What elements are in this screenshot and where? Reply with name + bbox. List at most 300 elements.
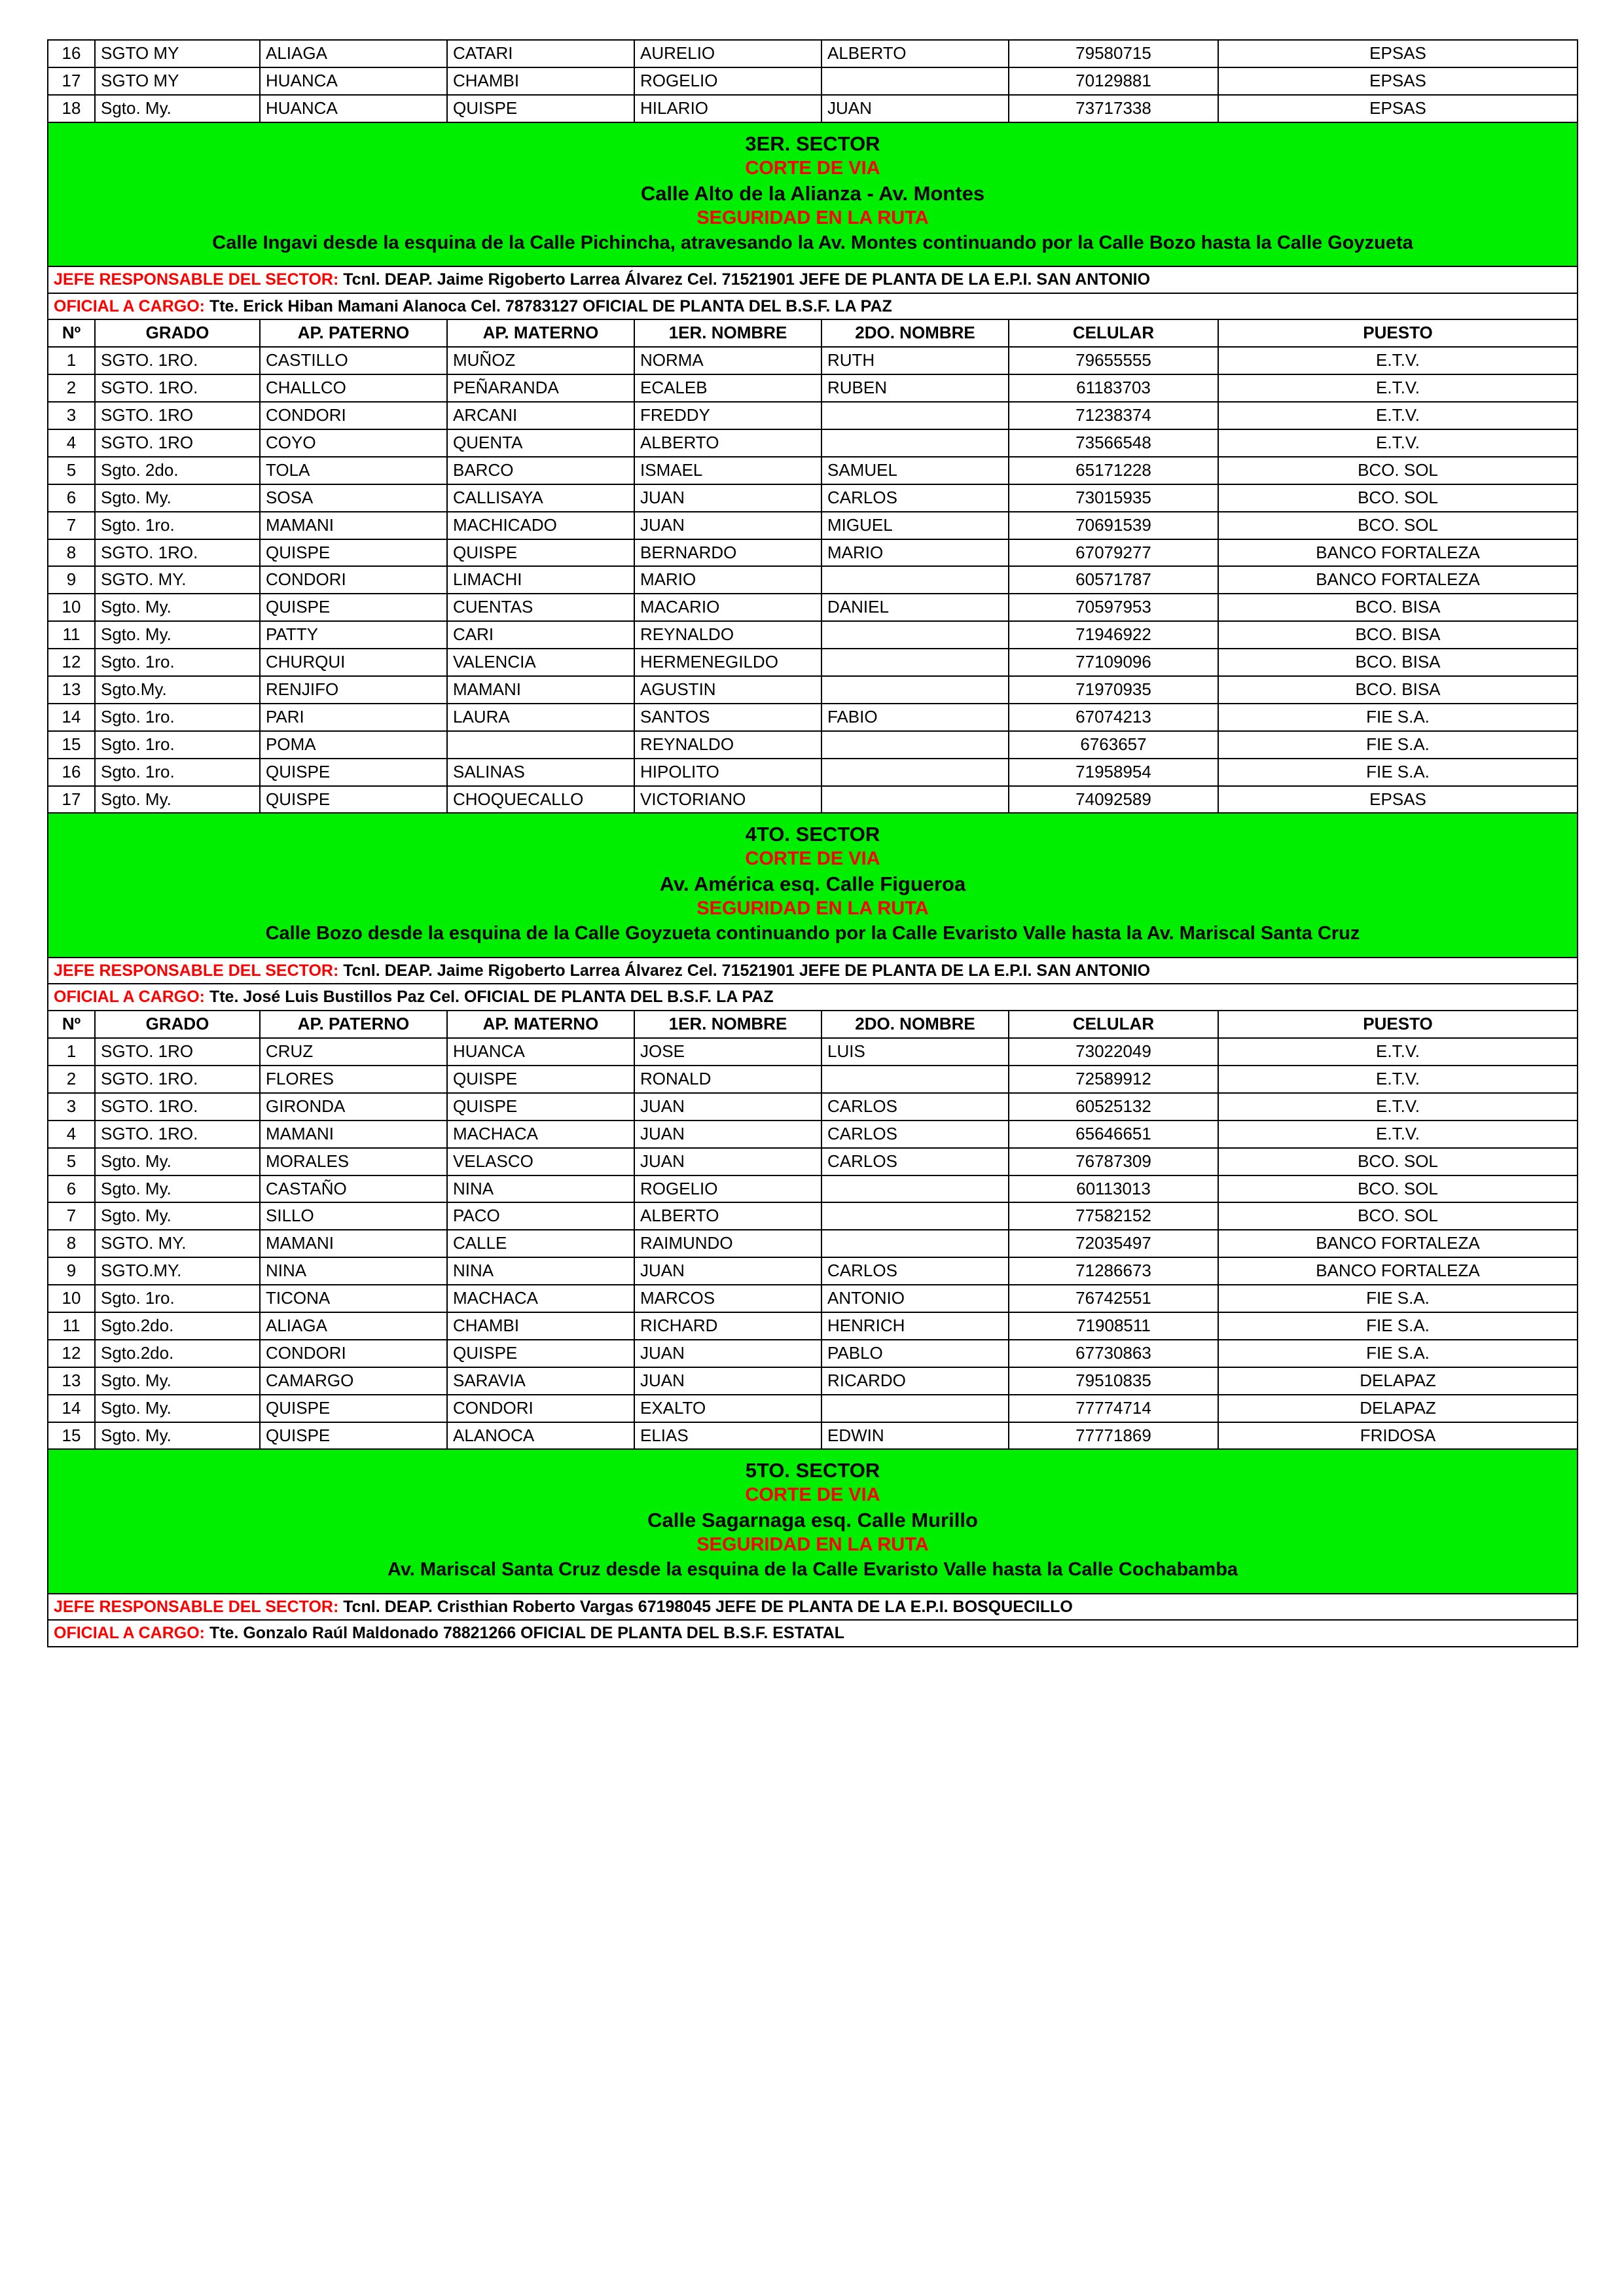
cell-primer-nombre: JUAN xyxy=(640,1096,685,1116)
cell-puesto: FIE S.A. xyxy=(1366,761,1430,781)
cell-grado: SGTO. 1RO. xyxy=(101,542,198,562)
cell-primer-nombre: JUAN xyxy=(640,1261,685,1281)
cell-primer-nombre: REYNALDO xyxy=(640,734,734,754)
cell-grado: Sgto. My. xyxy=(101,789,171,809)
cell-numero: 17 xyxy=(62,789,81,809)
cell-grado: Sgto.2do. xyxy=(101,1342,174,1363)
cell-apellido-materno: ARCANI xyxy=(453,405,518,425)
cell-primer-nombre: AGUSTIN xyxy=(640,679,716,699)
cell-celular: 70691539 xyxy=(1075,514,1151,535)
cell-celular: 71908511 xyxy=(1076,1316,1151,1335)
cell-primer-nombre: VICTORIANO xyxy=(640,789,746,809)
cell-grado: Sgto. 1ro. xyxy=(101,514,175,535)
header-segundo-nombre: 2DO. NOMBRE xyxy=(855,323,975,343)
cell-numero: 16 xyxy=(62,761,81,781)
cell-apellido-materno: CHAMBI xyxy=(453,1316,520,1335)
seguridad-ruta-value: Calle Ingavi desde la esquina de la Calle Pichincha, atravesando la Av. Montes continuando por la Calle Bozo hasta la Calle Goyzueta xyxy=(212,232,1413,253)
cell-apellido-paterno: CONDORI xyxy=(266,569,346,590)
cell-numero: 6 xyxy=(66,487,77,507)
oficial-a-cargo-label: OFICIAL A CARGO: xyxy=(54,988,209,1007)
oficial-a-cargo-label: OFICIAL A CARGO: xyxy=(54,296,209,315)
cell-apellido-materno: CHAMBI xyxy=(453,70,520,90)
cell-segundo-nombre: MARIO xyxy=(827,542,884,562)
cell-primer-nombre: RONALD xyxy=(640,1068,712,1088)
cell-apellido-paterno: CONDORI xyxy=(266,405,346,425)
cell-segundo-nombre xyxy=(822,1076,1008,1083)
cell-puesto: BCO. BISA xyxy=(1355,624,1441,645)
cell-segundo-nombre: CARLOS xyxy=(827,1123,897,1143)
cell-primer-nombre: JUAN xyxy=(640,1151,685,1171)
cell-puesto: BCO. SOL xyxy=(1358,1151,1438,1171)
cell-numero: 10 xyxy=(62,597,81,617)
cell-segundo-nombre xyxy=(822,1405,1008,1412)
cell-puesto: BCO. BISA xyxy=(1355,652,1441,672)
cell-primer-nombre: AURELIO xyxy=(640,43,715,63)
cell-puesto: BCO. SOL xyxy=(1358,487,1438,507)
header-grado: GRADO xyxy=(145,1014,209,1034)
cell-segundo-nombre: CARLOS xyxy=(827,1096,897,1116)
cell-segundo-nombre: RUTH xyxy=(827,350,875,370)
table-row xyxy=(48,539,1578,567)
cell-segundo-nombre: LUIS xyxy=(827,1041,865,1062)
cell-numero: 7 xyxy=(66,1206,77,1226)
oficial-a-cargo-label-row xyxy=(48,984,1578,1011)
cell-segundo-nombre: SAMUEL xyxy=(827,459,897,480)
cell-numero: 4 xyxy=(66,432,77,452)
cell-puesto: EPSAS xyxy=(1369,70,1426,90)
corte-de-via-label: CORTE DE VIA xyxy=(745,848,880,870)
cell-apellido-materno: QUISPE xyxy=(453,98,518,118)
cell-celular: 60525132 xyxy=(1075,1096,1151,1116)
cell-puesto: E.T.V. xyxy=(1376,350,1420,370)
table-row xyxy=(48,649,1578,676)
cell-puesto: BCO. SOL xyxy=(1358,1178,1438,1198)
table-row xyxy=(48,1340,1578,1367)
cell-puesto: DELAPAZ xyxy=(1360,1397,1436,1418)
header-numero: Nº xyxy=(62,323,81,343)
cell-celular: 65646651 xyxy=(1075,1123,1151,1143)
cell-primer-nombre: RAIMUNDO xyxy=(640,1233,733,1253)
cell-celular: 65171228 xyxy=(1075,459,1151,480)
cell-apellido-materno: QUISPE xyxy=(453,1096,518,1116)
sector-title: 4TO. SECTOR xyxy=(745,823,880,846)
table-row xyxy=(48,1230,1578,1257)
cell-celular: 73566548 xyxy=(1075,432,1151,452)
cell-grado: Sgto. My. xyxy=(101,1425,171,1445)
cell-grado: Sgto. My. xyxy=(101,1370,171,1390)
table-row xyxy=(48,429,1578,457)
cell-apellido-paterno: CONDORI xyxy=(266,1342,346,1363)
table-row xyxy=(48,1066,1578,1093)
cell-apellido-materno: VALENCIA xyxy=(453,652,536,672)
cell-celular: 60113013 xyxy=(1076,1178,1151,1198)
cell-puesto: BCO. SOL xyxy=(1358,1206,1438,1226)
oficial-a-cargo-label-cell xyxy=(48,984,1577,1010)
table-row xyxy=(48,786,1578,814)
cell-celular: 71946922 xyxy=(1075,624,1151,645)
cell-grado: Sgto. My. xyxy=(101,98,171,118)
cell-grado: SGTO. 1RO. xyxy=(101,350,198,370)
cell-apellido-paterno: MAMANI xyxy=(266,514,334,535)
cell-apellido-paterno: MORALES xyxy=(266,1151,350,1171)
cell-segundo-nombre: ANTONIO xyxy=(827,1288,905,1308)
header-primer-nombre: 1ER. NOMBRE xyxy=(668,323,787,343)
table-header-row xyxy=(48,319,1578,347)
sector-banner-row xyxy=(48,813,1578,957)
cell-puesto: BCO. SOL xyxy=(1358,459,1438,480)
sector-banner xyxy=(48,123,1577,266)
cell-primer-nombre: HERMENEGILDO xyxy=(640,652,778,672)
cell-grado: Sgto. My. xyxy=(101,1397,171,1418)
cell-apellido-paterno: FLORES xyxy=(266,1068,334,1088)
cell-numero: 15 xyxy=(62,1425,81,1445)
cell-apellido-paterno: CASTILLO xyxy=(266,350,348,370)
header-apellido-materno: AP. MATERNO xyxy=(482,323,599,343)
header-apellido-paterno: AP. PATERNO xyxy=(297,323,410,343)
cell-apellido-materno: VELASCO xyxy=(453,1151,533,1171)
cell-grado: Sgto. 1ro. xyxy=(101,734,175,754)
table-row xyxy=(48,402,1578,429)
cell-primer-nombre: SANTOS xyxy=(640,706,710,726)
cell-apellido-materno: LAURA xyxy=(453,706,510,726)
sector-title: 3ER. SECTOR xyxy=(745,132,880,155)
cell-apellido-paterno: QUISPE xyxy=(266,789,331,809)
cell-apellido-materno: CARI xyxy=(453,624,494,645)
oficial-a-cargo-value: Tte. José Luis Bustillos Paz Cel. OFICIAL DE PLANTA DEL B.S.F. LA PAZ xyxy=(209,988,774,1007)
cell-grado: Sgto. My. xyxy=(101,1178,171,1198)
cell-grado: SGTO. 1RO. xyxy=(101,1096,198,1116)
cell-numero: 11 xyxy=(62,624,81,645)
cell-segundo-nombre: EDWIN xyxy=(827,1425,884,1445)
cell-apellido-paterno: MAMANI xyxy=(266,1123,334,1143)
cell-puesto: E.T.V. xyxy=(1376,1068,1420,1088)
table-row xyxy=(48,40,1578,67)
cell-grado: SGTO. MY. xyxy=(101,569,187,590)
cell-apellido-paterno: ALIAGA xyxy=(266,43,327,63)
table-row xyxy=(48,704,1578,731)
oficial-a-cargo-value: Tte. Gonzalo Raúl Maldonado 78821266 OFICIAL DE PLANTA DEL B.S.F. ESTATAL xyxy=(209,1624,844,1643)
cell-segundo-nombre xyxy=(822,797,1008,803)
cell-celular: 67730863 xyxy=(1075,1342,1151,1363)
cell-apellido-materno: HUANCA xyxy=(453,1041,525,1062)
cell-apellido-materno: QUISPE xyxy=(453,1068,518,1088)
cell-primer-nombre: BERNARDO xyxy=(640,542,737,562)
cell-apellido-paterno: TOLA xyxy=(266,459,310,480)
cell-grado: SGTO. 1RO xyxy=(101,405,194,425)
cell-apellido-materno: CALLISAYA xyxy=(453,487,543,507)
cell-apellido-paterno: QUISPE xyxy=(266,1425,331,1445)
cell-puesto: FIE S.A. xyxy=(1366,734,1430,754)
cell-primer-nombre: NORMA xyxy=(640,350,704,370)
cell-numero: 3 xyxy=(66,405,77,425)
cell-grado: Sgto. 1ro. xyxy=(101,761,175,781)
oficial-a-cargo-label-row xyxy=(48,293,1578,320)
cell-puesto: BANCO FORTALEZA xyxy=(1316,1261,1480,1281)
cell-apellido-materno xyxy=(448,742,634,748)
cell-numero: 5 xyxy=(66,1151,77,1171)
cell-apellido-paterno: SOSA xyxy=(266,487,314,507)
cell-primer-nombre: HILARIO xyxy=(640,98,709,118)
cell-numero: 18 xyxy=(62,98,81,118)
cell-apellido-paterno: PARI xyxy=(266,706,304,726)
cell-apellido-materno: MUÑOZ xyxy=(453,350,516,370)
jefe-responsable-label-row xyxy=(48,1594,1578,1621)
cell-numero: 12 xyxy=(62,652,81,672)
cell-celular: 74092589 xyxy=(1075,789,1151,809)
cell-puesto: E.T.V. xyxy=(1376,378,1420,398)
cell-segundo-nombre xyxy=(822,659,1008,666)
jefe-responsable-value: Tcnl. DEAP. Cristhian Roberto Vargas 67198045 JEFE DE PLANTA DE LA E.P.I. BOSQUECILLO xyxy=(343,1597,1073,1616)
header-celular: CELULAR xyxy=(1072,323,1155,343)
cell-grado: SGTO. 1RO. xyxy=(101,1068,198,1088)
jefe-responsable-label-cell xyxy=(48,267,1577,293)
cell-segundo-nombre: HENRICH xyxy=(827,1316,905,1335)
table-row xyxy=(48,95,1578,122)
cell-numero: 15 xyxy=(62,734,81,754)
cell-celular: 70597953 xyxy=(1075,597,1151,617)
cell-apellido-materno: BARCO xyxy=(453,459,514,480)
cell-celular: 73717338 xyxy=(1075,98,1151,118)
cell-apellido-materno: NINA xyxy=(453,1261,494,1281)
cell-numero: 4 xyxy=(66,1123,77,1143)
cell-celular: 67079277 xyxy=(1075,542,1151,562)
table-row xyxy=(48,1285,1578,1312)
table-row xyxy=(48,1367,1578,1395)
cell-celular: 73022049 xyxy=(1075,1041,1151,1062)
cell-puesto: BANCO FORTALEZA xyxy=(1316,542,1480,562)
cell-apellido-materno: CATARI xyxy=(453,43,513,63)
header-apellido-materno: AP. MATERNO xyxy=(482,1014,599,1034)
cell-celular: 72035497 xyxy=(1075,1233,1151,1253)
cell-apellido-paterno: NINA xyxy=(266,1261,307,1281)
cell-grado: SGTO. MY. xyxy=(101,1233,187,1253)
cell-grado: Sgto. My. xyxy=(101,597,171,617)
header-numero: Nº xyxy=(62,1014,81,1034)
sector-banner xyxy=(48,814,1577,956)
cell-apellido-paterno: HUANCA xyxy=(266,70,338,90)
cell-apellido-materno: ALANOCA xyxy=(453,1425,535,1445)
cell-primer-nombre: JUAN xyxy=(640,1342,685,1363)
cell-grado: SGTO. 1RO xyxy=(101,432,194,452)
seguridad-ruta-value: Calle Bozo desde la esquina de la Calle Goyzueta continuando por la Calle Evaristo Valle hasta la Av. Mariscal Santa Cruz xyxy=(265,923,1360,944)
cell-numero: 9 xyxy=(66,569,77,590)
cell-apellido-materno: MACHICADO xyxy=(453,514,557,535)
cell-numero: 9 xyxy=(66,1261,77,1281)
table-row xyxy=(48,1038,1578,1066)
table-row xyxy=(48,1312,1578,1340)
cell-puesto: E.T.V. xyxy=(1376,405,1420,425)
cell-grado: Sgto.My. xyxy=(101,679,167,699)
cell-apellido-paterno: QUISPE xyxy=(266,542,331,562)
table-row xyxy=(48,1257,1578,1285)
cell-numero: 6 xyxy=(66,1178,77,1198)
cell-grado: SGTO MY xyxy=(101,43,179,63)
cell-numero: 8 xyxy=(66,1233,77,1253)
cell-numero: 7 xyxy=(66,514,77,535)
seguridad-ruta-value: Av. Mariscal Santa Cruz desde la esquina de la Calle Evaristo Valle hasta la Calle Cochabamba xyxy=(387,1559,1238,1581)
cell-apellido-materno: PACO xyxy=(453,1206,500,1226)
jefe-responsable-label-cell xyxy=(48,958,1577,984)
table-row xyxy=(48,594,1578,621)
cell-numero: 2 xyxy=(66,378,77,398)
cell-apellido-paterno: SILLO xyxy=(266,1206,314,1226)
duty-roster-table xyxy=(47,39,1578,1647)
jefe-responsable-value: Tcnl. DEAP. Jaime Rigoberto Larrea Álvarez Cel. 71521901 JEFE DE PLANTA DE LA E.P.I. SAN ANTONIO xyxy=(343,270,1151,289)
table-row xyxy=(48,374,1578,402)
corte-de-via-label: CORTE DE VIA xyxy=(745,157,880,179)
cell-numero: 14 xyxy=(62,706,81,726)
cell-puesto: FIE S.A. xyxy=(1366,1342,1430,1363)
cell-primer-nombre: EXALTO xyxy=(640,1397,706,1418)
cell-puesto: EPSAS xyxy=(1369,789,1426,809)
cell-numero: 11 xyxy=(62,1316,81,1335)
oficial-a-cargo-label-row xyxy=(48,1620,1578,1647)
cell-puesto: FIE S.A. xyxy=(1366,1316,1430,1335)
cell-apellido-materno: CHOQUECALLO xyxy=(453,789,584,809)
cell-grado: Sgto. 1ro. xyxy=(101,1288,175,1308)
cell-apellido-paterno: CASTAÑO xyxy=(266,1178,347,1198)
cell-celular: 71238374 xyxy=(1075,405,1151,425)
cell-puesto: FRIDOSA xyxy=(1360,1425,1436,1445)
jefe-responsable-label-row xyxy=(48,958,1578,984)
cell-primer-nombre: JUAN xyxy=(640,514,685,535)
cell-primer-nombre: HIPOLITO xyxy=(640,761,719,781)
cell-apellido-materno: QUISPE xyxy=(453,542,518,562)
cell-segundo-nombre: MIGUEL xyxy=(827,514,893,535)
cell-apellido-materno: MACHACA xyxy=(453,1123,539,1143)
cell-numero: 2 xyxy=(66,1068,77,1088)
cell-apellido-paterno: QUISPE xyxy=(266,597,331,617)
cell-celular: 77771869 xyxy=(1075,1425,1151,1445)
cell-apellido-materno: SALINAS xyxy=(453,761,525,781)
cell-primer-nombre: FREDDY xyxy=(640,405,710,425)
seguridad-ruta-label: SEGURIDAD EN LA RUTA xyxy=(696,898,929,920)
table-row xyxy=(48,67,1578,95)
oficial-a-cargo-label-cell xyxy=(48,1621,1577,1646)
cell-numero: 14 xyxy=(62,1397,81,1418)
cell-puesto: BCO. SOL xyxy=(1358,514,1438,535)
cell-segundo-nombre: CARLOS xyxy=(827,487,897,507)
cell-grado: SGTO. 1RO. xyxy=(101,1123,198,1143)
cell-grado: Sgto.2do. xyxy=(101,1316,174,1335)
cell-celular: 72589912 xyxy=(1075,1068,1151,1088)
cell-grado: Sgto. 1ro. xyxy=(101,652,175,672)
cell-apellido-materno: PEÑARANDA xyxy=(453,378,559,398)
corte-de-via-value: Calle Alto de la Alianza - Av. Montes xyxy=(640,181,985,205)
table-row xyxy=(48,347,1578,374)
cell-celular: 76742551 xyxy=(1075,1288,1151,1308)
cell-numero: 13 xyxy=(62,1370,81,1390)
cell-apellido-materno: MAMANI xyxy=(453,679,521,699)
cell-puesto: BCO. BISA xyxy=(1355,597,1441,617)
cell-primer-nombre: MARIO xyxy=(640,569,696,590)
cell-primer-nombre: JUAN xyxy=(640,487,685,507)
cell-segundo-nombre xyxy=(822,769,1008,776)
cell-segundo-nombre: CARLOS xyxy=(827,1261,897,1281)
cell-grado: Sgto. My. xyxy=(101,1206,171,1226)
cell-primer-nombre: ROGELIO xyxy=(640,1178,718,1198)
cell-apellido-paterno: CHALLCO xyxy=(266,378,346,398)
cell-numero: 1 xyxy=(66,1041,77,1062)
cell-celular: 79510835 xyxy=(1075,1370,1151,1390)
cell-primer-nombre: JOSE xyxy=(640,1041,685,1062)
header-primer-nombre: 1ER. NOMBRE xyxy=(668,1014,787,1034)
cell-segundo-nombre xyxy=(822,1240,1008,1247)
cell-puesto: EPSAS xyxy=(1369,98,1426,118)
cell-numero: 12 xyxy=(62,1342,81,1363)
cell-apellido-paterno: GIRONDA xyxy=(266,1096,346,1116)
cell-apellido-materno: CUENTAS xyxy=(453,597,533,617)
table-body xyxy=(48,40,1578,1647)
table-row xyxy=(48,621,1578,649)
sector-banner xyxy=(48,1450,1577,1592)
cell-puesto: E.T.V. xyxy=(1376,1041,1420,1062)
cell-segundo-nombre: JUAN xyxy=(827,98,872,118)
cell-celular: 61183703 xyxy=(1076,378,1151,398)
cell-primer-nombre: MARCOS xyxy=(640,1288,715,1308)
cell-segundo-nombre: FABIO xyxy=(827,706,878,726)
cell-puesto: FIE S.A. xyxy=(1366,706,1430,726)
cell-segundo-nombre xyxy=(822,742,1008,748)
cell-apellido-paterno: MAMANI xyxy=(266,1233,334,1253)
cell-numero: 16 xyxy=(62,43,81,63)
cell-primer-nombre: ROGELIO xyxy=(640,70,718,90)
cell-apellido-materno: MACHACA xyxy=(453,1288,539,1308)
cell-numero: 17 xyxy=(62,70,81,90)
sector-banner-row xyxy=(48,1449,1578,1593)
cell-segundo-nombre xyxy=(822,1185,1008,1192)
jefe-responsable-label: JEFE RESPONSABLE DEL SECTOR: xyxy=(54,1597,344,1616)
cell-grado: Sgto. 2do. xyxy=(101,459,179,480)
cell-celular: 70129881 xyxy=(1075,70,1151,90)
sector-title: 5TO. SECTOR xyxy=(745,1459,880,1482)
cell-puesto: FIE S.A. xyxy=(1366,1288,1430,1308)
table-row xyxy=(48,1395,1578,1422)
cell-grado: Sgto. My. xyxy=(101,624,171,645)
corte-de-via-value: Av. América esq. Calle Figueroa xyxy=(659,872,966,896)
cell-segundo-nombre: RICARDO xyxy=(827,1370,906,1390)
cell-grado: Sgto. My. xyxy=(101,487,171,507)
cell-segundo-nombre xyxy=(822,632,1008,638)
seguridad-ruta-label: SEGURIDAD EN LA RUTA xyxy=(696,207,929,228)
cell-apellido-materno: LIMACHI xyxy=(453,569,522,590)
cell-puesto: BCO. BISA xyxy=(1355,679,1441,699)
cell-segundo-nombre: PABLO xyxy=(827,1342,883,1363)
cell-grado: SGTO. 1RO xyxy=(101,1041,194,1062)
cell-grado: Sgto. 1ro. xyxy=(101,706,175,726)
corte-de-via-value: Calle Sagarnaga esq. Calle Murillo xyxy=(647,1509,978,1532)
cell-apellido-materno: QUISPE xyxy=(453,1342,518,1363)
oficial-a-cargo-label-cell xyxy=(48,294,1577,319)
cell-primer-nombre: ISMAEL xyxy=(640,459,703,480)
cell-apellido-materno: QUENTA xyxy=(453,432,523,452)
cell-celular: 77582152 xyxy=(1075,1206,1151,1226)
jefe-responsable-label-cell xyxy=(48,1594,1577,1620)
cell-apellido-paterno: ALIAGA xyxy=(266,1316,327,1335)
cell-numero: 3 xyxy=(66,1096,77,1116)
cell-apellido-paterno: HUANCA xyxy=(266,98,338,118)
cell-segundo-nombre: DANIEL xyxy=(827,597,889,617)
cell-primer-nombre: MACARIO xyxy=(640,597,720,617)
cell-segundo-nombre: RUBEN xyxy=(827,378,888,398)
cell-apellido-materno: CALLE xyxy=(453,1233,507,1253)
cell-celular: 76787309 xyxy=(1075,1151,1151,1171)
cell-grado: SGTO. 1RO. xyxy=(101,378,198,398)
jefe-responsable-label: JEFE RESPONSABLE DEL SECTOR: xyxy=(54,270,344,289)
header-celular: CELULAR xyxy=(1072,1014,1155,1034)
jefe-responsable-value: Tcnl. DEAP. Jaime Rigoberto Larrea Álvarez Cel. 71521901 JEFE DE PLANTA DE LA E.P.I. SAN ANTONIO xyxy=(343,961,1151,980)
oficial-a-cargo-label: OFICIAL A CARGO: xyxy=(54,1624,209,1643)
